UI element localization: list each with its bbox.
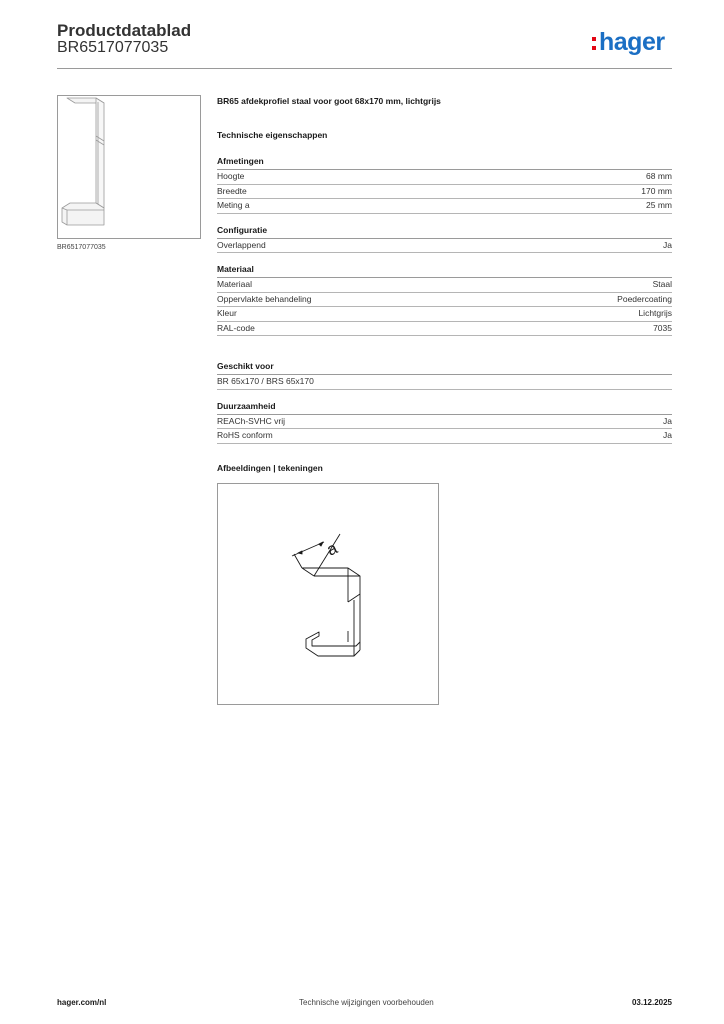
- section-heading: Duurzaamheid: [217, 401, 672, 415]
- tech-heading: Technische eigenschappen: [217, 130, 328, 140]
- row-label: Kleur: [217, 308, 237, 318]
- row-value: Ja: [663, 430, 672, 440]
- document-title: Productdatablad: [57, 21, 192, 40]
- section-duurzaamheid: [217, 401, 672, 444]
- table-row: [217, 239, 672, 254]
- dimension-label: a: [323, 538, 341, 560]
- row-label: Meting a: [217, 200, 250, 210]
- section-heading: Afmetingen: [217, 156, 672, 170]
- cover-profile-icon: [58, 96, 200, 238]
- table-row: [217, 429, 672, 444]
- row-value: 7035: [653, 322, 672, 333]
- main-content: [217, 96, 672, 473]
- section-heading: Geschikt voor: [217, 361, 672, 375]
- technical-drawing: [217, 483, 439, 705]
- row-label: RAL-code: [217, 322, 255, 333]
- logo-dots-icon: [592, 37, 597, 55]
- table-row: [217, 415, 672, 430]
- section-heading: Configuratie: [217, 225, 672, 239]
- table-row: [217, 375, 672, 390]
- row-value: 25 mm: [646, 200, 672, 210]
- row-label: Breedte: [217, 185, 247, 196]
- drawings-heading: Afbeeldingen | tekeningen: [217, 462, 323, 473]
- logo-text: hager: [599, 28, 665, 56]
- footer-date: 03.12.2025: [631, 998, 672, 1007]
- row-value: Staal: [652, 279, 672, 289]
- footer-disclaimer: Technische wijzigingen voorbehouden: [299, 998, 434, 1007]
- article-number: BR6517077035: [57, 39, 169, 56]
- table-row: [217, 307, 672, 322]
- product-title: BR65 afdekprofiel staal voor goot 68x170 mm, lichtgrijs: [217, 96, 441, 106]
- row-label: Oppervlakte behandeling: [217, 293, 312, 304]
- product-thumbnail: [57, 95, 201, 239]
- footer-website[interactable]: hager.com/nl: [57, 998, 107, 1007]
- section-materiaal: [217, 264, 672, 336]
- section-geschikt-voor: [217, 361, 672, 390]
- row-value: Lichtgrijs: [638, 308, 672, 318]
- row-label: Overlappend: [217, 239, 266, 250]
- section-afmetingen: [217, 156, 672, 214]
- dimension-drawing-icon: [218, 484, 438, 704]
- row-value: 170 mm: [641, 185, 672, 196]
- table-row: [217, 278, 672, 293]
- section-configuratie: [217, 225, 672, 254]
- row-label: REACh-SVHC vrij: [217, 415, 286, 426]
- row-label: RoHS conform: [217, 430, 273, 440]
- hager-logo: [592, 28, 665, 58]
- header-divider: [57, 68, 672, 69]
- table-row: [217, 185, 672, 200]
- row-label: Materiaal: [217, 279, 252, 289]
- table-row: [217, 322, 672, 337]
- table-row: [217, 170, 672, 185]
- row-value: 68 mm: [646, 171, 672, 181]
- row-value: Ja: [663, 239, 672, 250]
- row-value: Poedercoating: [617, 293, 672, 304]
- row-value: Ja: [663, 415, 672, 426]
- row-label: Hoogte: [217, 171, 245, 181]
- table-row: [217, 199, 672, 214]
- row-label: BR 65x170 / BRS 65x170: [217, 376, 314, 386]
- thumbnail-caption: BR6517077035: [57, 244, 106, 251]
- table-row: [217, 293, 672, 308]
- section-heading: Materiaal: [217, 264, 672, 278]
